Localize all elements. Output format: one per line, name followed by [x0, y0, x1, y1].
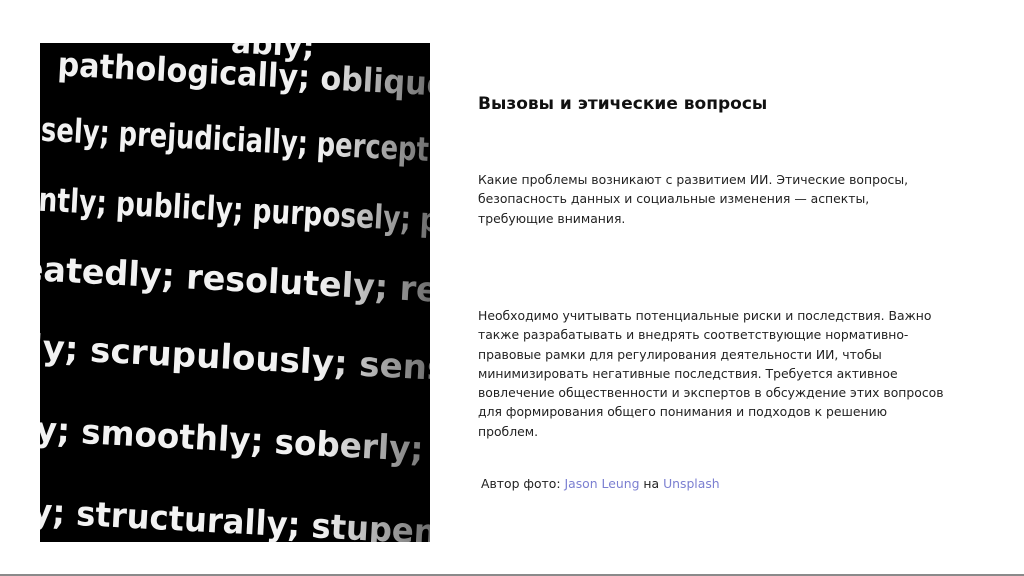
photo-word-art: [40, 43, 430, 542]
slide-title: Вызовы и этические вопросы: [478, 94, 768, 114]
credit-source-link[interactable]: Unsplash: [663, 476, 720, 491]
intro-paragraph: Какие проблемы возникают с развитием ИИ. Этические вопросы, безопасность данных и социальные изменения — аспекты, требующие внимания.: [478, 172, 909, 226]
photo-credit: [481, 474, 720, 493]
credit-prefix: Автор фото:: [481, 476, 561, 491]
slide-photo: [40, 43, 430, 542]
credit-connector: на: [643, 476, 660, 491]
body-paragraph: Необходимо учитывать потенциальные риски и последствия. Важно также разрабатывать и внедрять соответствующие нормативно-правовые рамки для регулирования деятельности ИИ, чтобы минимизировать негативные последствия. Требуется активное вовлечение общественности и экспертов в обсуждение этих вопросов для формирования общего понимания и подходов к решению проблем.: [478, 308, 944, 439]
credit-author-link[interactable]: Jason Leung: [564, 476, 640, 491]
